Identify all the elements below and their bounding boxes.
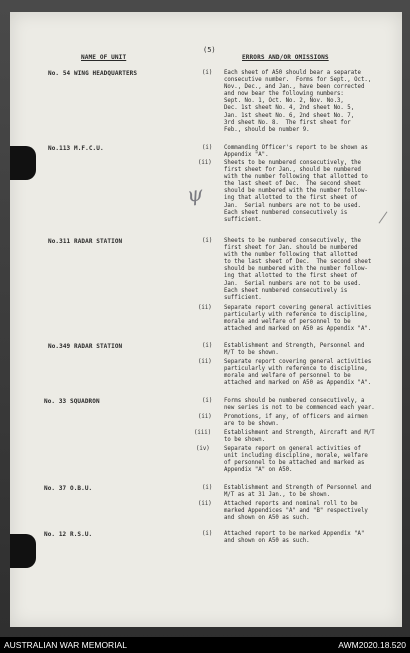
document-page: [10, 12, 402, 627]
unit-name: No. 12 R.S.U.: [44, 531, 93, 538]
error-item: [198, 305, 372, 333]
column-header-unit: NAME OF UNIT: [81, 54, 127, 61]
item-label: (i): [202, 238, 213, 244]
item-label: (iii): [194, 430, 212, 436]
item-text: Sheets to be numbered consecutively, the first sheet for Jan. should be numbered with the number following that allotted to the last sheet of Dec. The second sheet should be numbered with the number follow- ing that allotted to the first sheet of Jan. Serial numbers are not to be used. Each sheet numbered consecutively is sufficient.: [224, 238, 372, 301]
unit-name: No. 37 O.B.U.: [44, 485, 93, 492]
error-item: [198, 501, 368, 529]
item-text: Forms should be numbered consecutively, a new series is not to be commenced each year.: [224, 398, 375, 412]
binder-clip-top: [10, 146, 36, 180]
item-text: Promotions, if any, of officers and airmen are to be shown.: [224, 414, 368, 428]
footer-institution: AUSTRALIAN WAR MEMORIAL: [4, 640, 127, 650]
item-text: Attached reports and nominal roll to be marked Appendices "A" and "B" respectively and shown on A50 as such.: [224, 501, 368, 522]
unit-name: No. 54 WING HEADQUARTERS: [48, 70, 138, 77]
item-label: (i): [202, 531, 213, 537]
page-number: (5): [203, 46, 216, 54]
item-text: Separate report covering general activities particularly with reference to discipline, morale and welfare of personnel to be attached and marked on A50 as Appendix "A".: [224, 305, 372, 333]
item-label: (ii): [198, 160, 212, 166]
pencil-mark: ψ: [185, 181, 205, 207]
item-label: (i): [202, 70, 213, 76]
item-label: (i): [202, 145, 213, 151]
error-item: [202, 70, 372, 133]
error-item: [198, 359, 372, 387]
item-label: (iv): [196, 446, 210, 452]
item-text: Establishment and Strength, Personnel and M/T to be shown.: [224, 343, 365, 357]
unit-name: No. 33 SQUADRON: [44, 398, 100, 405]
column-header-errors: ERRORS AND/OR OMISSIONS: [242, 54, 329, 61]
item-text: Each sheet of A50 should bear a separate consecutive number. Forms for Sept., Oct., Nov., Dec., and Jan., have been corrected and now bear the following numbers: Sept. No. 1, Oct. No. 2, Nov. No.3, Dec. 1st sheet No. 4, 2nd sheet No. 5, Jan. 1st sheet No. 6, 2nd sheet No. 7, 3rd sheet No. 8. The first sheet for Feb., should be number 9.: [224, 70, 372, 133]
pencil-tick: [379, 211, 388, 223]
item-label: (i): [202, 398, 213, 404]
error-item: [202, 238, 372, 301]
error-item: [202, 531, 365, 559]
error-item: [196, 446, 368, 474]
item-text: Establishment and Strength of Personnel and M/T as at 31 Jan., to be shown.: [224, 485, 372, 499]
item-label: (i): [202, 343, 213, 349]
item-text: Establishment and Strength, Aircraft and M/T to be shown.: [224, 430, 375, 444]
item-text: Commanding Officer's report to be shown as Appendix "A".: [224, 145, 368, 159]
unit-name: No.349 RADAR STATION: [48, 343, 123, 350]
item-label: (ii): [198, 501, 212, 507]
archive-footer: [0, 637, 410, 653]
item-text: Sheets to be numbered consecutively, the first sheet for Jan., should be numbered with the number following that allotted to the last sheet of Dec. The second sheet should be numbered with the number follow- ing that allotted to the first sheet of Jan. Serial numbers are not to be used. Each sheet numbered consecutively is sufficient.: [224, 160, 368, 223]
item-label: (ii): [198, 305, 212, 311]
item-text: Attached report to be marked Appendix "A" and shown on A50 as such.: [224, 531, 365, 545]
item-label: (i): [202, 485, 213, 491]
item-label: (ii): [198, 414, 212, 420]
item-text: Separate report on general activities of unit including discipline, morale, welfare of personnel to be attached and marked as Appendix "A" on A50.: [224, 446, 368, 474]
footer-accession-number: AWM2020.18.520: [338, 640, 406, 650]
binder-clip-bottom: [10, 534, 36, 568]
unit-name: No.113 M.F.C.U.: [48, 145, 104, 152]
item-label: (ii): [198, 359, 212, 365]
item-text: Separate report covering general activities particularly with reference to discipline, morale and welfare of personnel to be attached and marked on A50 as Appendix "A".: [224, 359, 372, 387]
unit-name: No.311 RADAR STATION: [48, 238, 123, 245]
